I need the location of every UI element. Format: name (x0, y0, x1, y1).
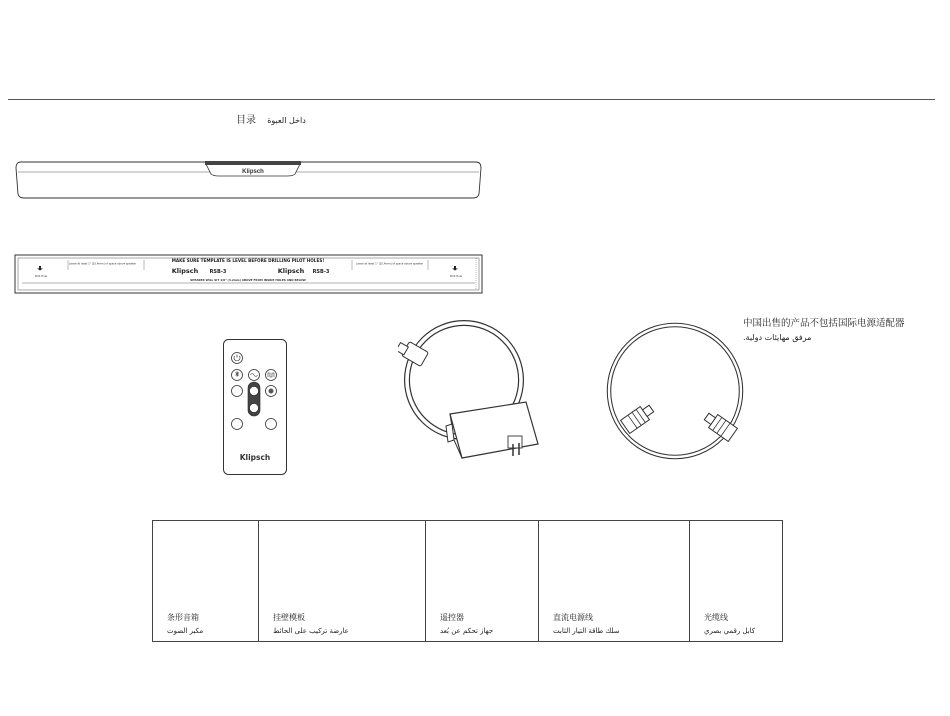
item-label-ar: عارضة تركيب على الحائط (273, 627, 349, 635)
template-headline: MAKE SURE TEMPLATE IS LEVEL BEFORE DRILLING PILOT HOLES! (171, 258, 325, 263)
template-logo-left: Klipsch (171, 267, 199, 275)
item-power-cord (539, 521, 690, 642)
template-right-note: Leave at least 1" (25.4mm) of space above speaker (356, 262, 424, 266)
item-label-ar: كابل رقمي بصري (704, 627, 756, 635)
item-optical-cable (690, 521, 783, 642)
section-heading (236, 111, 306, 126)
pilot-label-left: Pilot Hole (34, 275, 48, 278)
contents-row (153, 521, 783, 642)
night-mode-button-icon (266, 419, 277, 430)
item-label-cn: 直流电源线 (553, 613, 593, 622)
soundbar-logo: Klipsch (242, 169, 264, 175)
item-label-ar: مكبر الصوت (167, 627, 204, 635)
item-wall-template (259, 521, 426, 642)
pilot-label-right: Pilot Hole (449, 275, 463, 278)
template-bottom-note: SPEAKER WILL SIT 1/8" (3.2mm) ABOVE FROM INSIDE HOLES AND BELOW (190, 278, 306, 282)
item-label-cn: 条形音箱 (167, 613, 199, 622)
template-logo-right: Klipsch (277, 267, 305, 275)
template-left-note: Leave at least 1" (25.4mm) of space above speaker (69, 262, 137, 266)
heading-title-cn: 目录 (236, 115, 256, 126)
wall-template-illustration (14, 254, 483, 294)
template-model-right: RSB-3 (312, 269, 330, 275)
item-remote (426, 521, 539, 642)
item-label-cn: 光缆线 (704, 613, 728, 622)
note-cn: 中国出售的产品不包括国际电源适配器 (743, 318, 905, 329)
item-label-ar: سلك طاقة التيار الثابت (553, 627, 620, 635)
remote-illustration (222, 338, 288, 476)
power-adapter-note (743, 317, 905, 345)
item-label-cn: 遥控器 (440, 613, 464, 622)
template-model-left: RSB-3 (209, 269, 227, 275)
remote-logo: Klipsch (239, 453, 271, 462)
optical-cable-illustration (605, 320, 745, 462)
power-supply-illustration (398, 318, 546, 474)
note-ar: مرفق مهايئات دولية. (743, 333, 812, 342)
item-soundbar (153, 521, 259, 642)
surround-button-icon (232, 419, 243, 430)
soundbar-illustration (15, 160, 482, 200)
input-button-icon (266, 370, 277, 381)
header-rule (8, 99, 935, 100)
power-button-icon (232, 353, 243, 364)
heading-title-ar: داخل العبوة (267, 116, 306, 125)
item-label-cn: 挂壁模板 (273, 613, 305, 622)
contents-table (152, 520, 783, 642)
item-label-ar: جهاز تحكم عن بُعد (440, 627, 494, 635)
